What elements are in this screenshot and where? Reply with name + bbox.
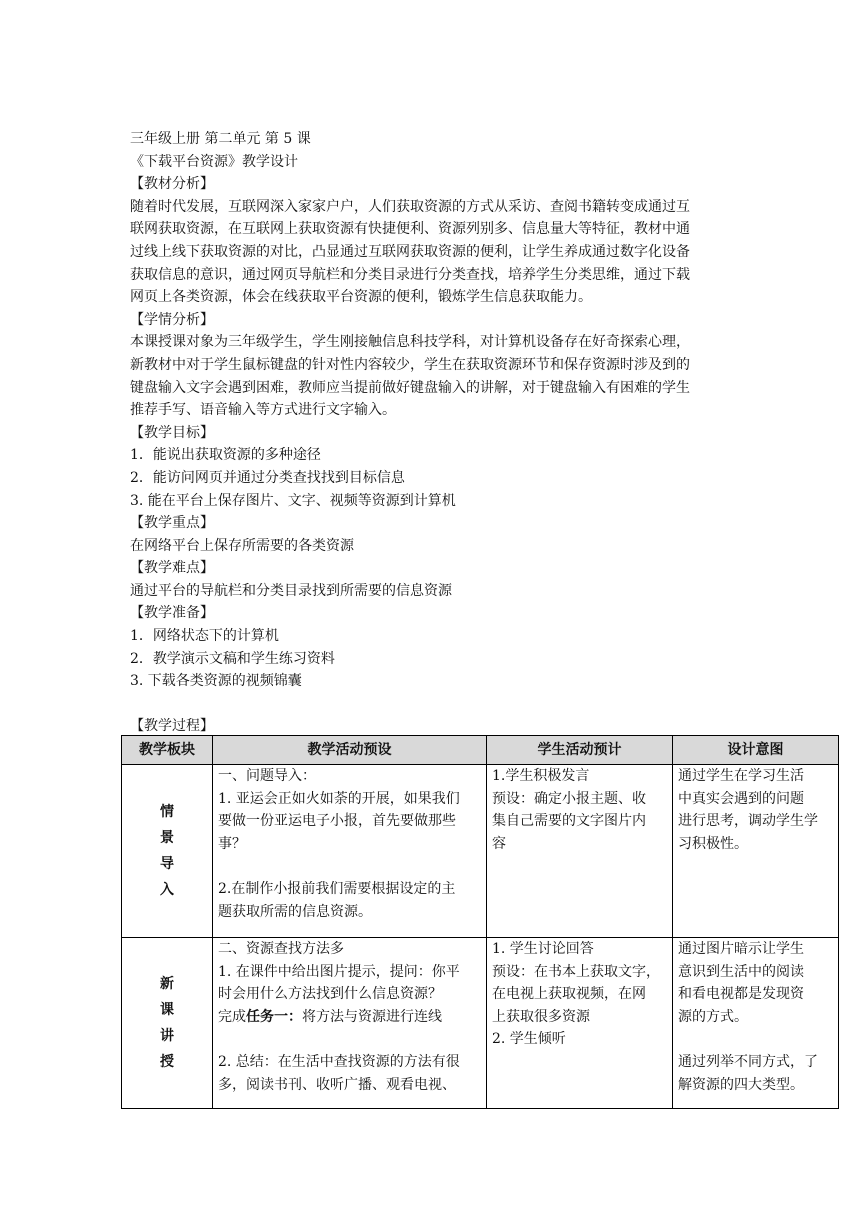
paragraph-line: 网页上各类资源，体会在线获取平台资源的便利，锻炼学生信息获取能力。	[130, 289, 592, 306]
column-header: 教学活动预设	[213, 736, 487, 765]
task-label: 任务一：	[246, 1008, 302, 1025]
paragraph-line: 随着时代发展，互联网深入家家户户，人们获取资源的方式从采访、查阅书籍转变成通过互	[130, 198, 690, 215]
grade-line: 三年级上册 第二单元 第 5 课	[130, 131, 311, 147]
task-line: 完成任务一：将方法与资源进行连线	[218, 1008, 442, 1025]
module-cell: 新 课 讲 授	[122, 938, 213, 1109]
process-heading: 【教学过程】	[130, 717, 214, 734]
document-body	[130, 128, 840, 737]
paragraph-line: 获取信息的意识，通过网页导航栏和分类目录进行分类查找，培养学生分类思维，通过下载	[130, 266, 690, 283]
teaching-process-table	[121, 735, 839, 1109]
paragraph-line: 过线上线下获取资源的对比，凸显通过互联网获取资源的便利，让学生养成通过数字化设备	[130, 243, 690, 260]
activity-cell: 二、资源查找方法多 1. 在课件中给出图片提示，提问：你平 时会用什么方法找到什么信息资源？ 完成任务一：将方法与资源进行连线 2. 总结：在生活中查找资源的方法有很 多，阅读书刊、收听广播、观看电视、	[213, 938, 487, 1109]
table-header-row	[122, 736, 839, 765]
student-cell: 1. 学生讨论回答 预设：在书本上获取文字， 在电视上获取视频，在网 上获取很多资源 2. 学生倾听	[487, 938, 673, 1109]
paragraph-line: 联网获取资源，在互联网上获取资源有快捷便利、资源列别多、信息量大等特征，教材中通	[130, 221, 690, 238]
student-cell: 1.学生积极发言 预设：确定小报主题、收 集自己需要的文字图片内 容	[487, 765, 673, 938]
goals-heading: 【教学目标】	[130, 424, 214, 441]
table-row	[122, 765, 839, 938]
column-header: 学生活动预计	[487, 736, 673, 765]
key-heading: 【教学重点】	[130, 515, 214, 532]
prep-item: 1．网络状态下的计算机	[130, 628, 279, 645]
table-row	[122, 938, 839, 1109]
prep-heading: 【教学准备】	[130, 605, 214, 622]
paragraph-line: 推荐手写、语音输入等方式进行文字输入。	[130, 402, 396, 419]
student-paragraph	[130, 331, 730, 421]
material-heading: 【教材分析】	[130, 176, 214, 193]
intent-cell: 通过学生在学习生活 中真实会遇到的问题 进行思考，调动学生学 习积极性。	[673, 765, 839, 938]
goal-item: 2．能访问网页并通过分类查找找到目标信息	[130, 469, 405, 486]
paragraph-line: 新教材中对于学生鼠标键盘的针对性内容较少，学生在获取资源环节和保存资源时涉及到的	[130, 356, 690, 373]
column-header: 教学板块	[122, 736, 213, 765]
student-heading: 【学情分析】	[130, 311, 214, 328]
prep-item: 2．教学演示文稿和学生练习资料	[130, 650, 335, 667]
difficulty-heading: 【教学难点】	[130, 560, 214, 577]
column-header: 设计意图	[673, 736, 839, 765]
module-cell: 情 景 导 入	[122, 765, 213, 938]
prep-item: 3. 下载各类资源的视频锦囊	[130, 673, 302, 690]
paragraph-line: 键盘输入文字会遇到困难，教师应当提前做好键盘输入的讲解，对于键盘输入有困难的学生	[130, 379, 690, 396]
paragraph-line: 本课授课对象为三年级学生，学生刚接触信息科技学科，对计算机设备存在好奇探索心理，	[130, 334, 690, 351]
goal-item: 1．能说出获取资源的多种途径	[130, 447, 321, 464]
difficulty-text: 通过平台的导航栏和分类目录找到所需要的信息资源	[130, 582, 452, 599]
material-paragraph	[130, 196, 730, 309]
goal-item: 3. 能在平台上保存图片、文字、视频等资源到计算机	[130, 492, 456, 509]
intent-cell: 通过图片暗示让学生 意识到生活中的阅读 和看电视都是发现资 源的方式。 通过列举不同方式，了 解资源的四大类型。	[673, 938, 839, 1109]
page-title: 《下载平台资源》教学设计	[130, 153, 298, 170]
activity-cell: 一、问题导入： 1. 亚运会正如火如荼的开展，如果我们 要做一份亚运电子小报，首先要做那些 事？ 2.在制作小报前我们需要根据设定的主 题获取所需的信息资源。	[213, 765, 487, 938]
key-text: 在网络平台上保存所需要的各类资源	[130, 537, 354, 554]
